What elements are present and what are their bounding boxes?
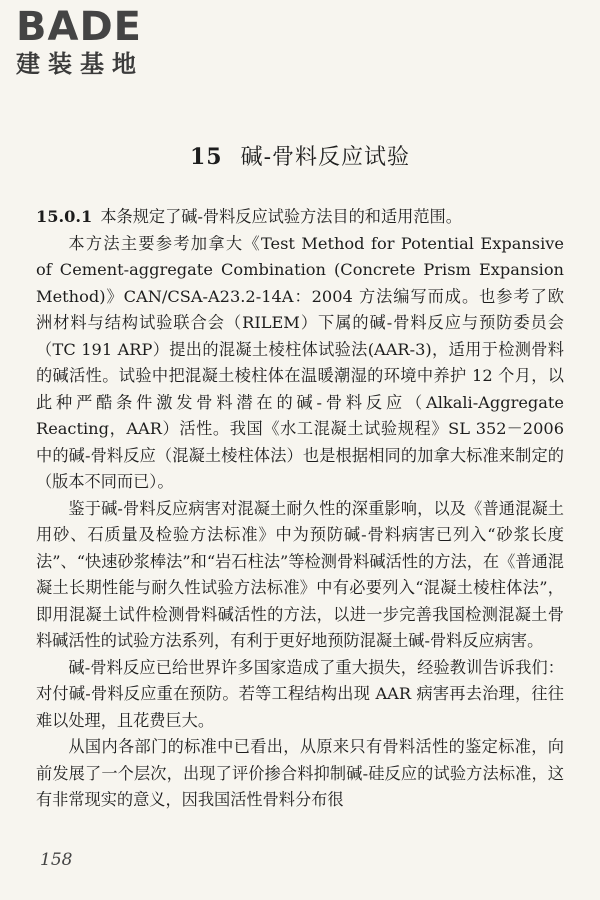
- publisher-logo: [16, 6, 176, 78]
- logo-subtitle: 建装基地: [16, 50, 144, 78]
- logo-wordmark: BADE: [16, 4, 142, 50]
- chapter-title: [0, 140, 600, 171]
- paragraph: 本方法主要参考加拿大《Test Method for Potential Expansive of Cement-aggregate Combination (Concrete Prism Expansion Method)》CAN/CSA-A23.2-14A：2004 方法编写而成。也参考了欧洲材料与结构试验联合会（RILEM）下属的碱-骨料反应与预防委员会（TC 191 ARP）提出的混凝土棱柱体试验法(AAR-3)，适用于检测骨料的碱活性。试验中把混凝土棱柱体在温暖潮湿的环境中养护 12 个月，以此种严酷条件激发骨料潜在的碱-骨料反应（Alkali-Aggregate Reacting，AAR）活性。我国《水工混凝土试验规程》SL 352－2006 中的碱-骨料反应（混凝土棱柱体法）也是根据相同的加拿大标准来制定的（版本不同而已）。: [36, 233, 564, 491]
- chapter-title-text: 碱-骨料反应试验: [240, 145, 411, 170]
- clause-number: 15.0.1: [36, 207, 93, 226]
- paragraph: 碱-骨料反应已给世界许多国家造成了重大损失，经验教训告诉我们：对付碱-骨料反应重在预防。若等工程结构出现 AAR 病害再去治理，往往难以处理，且花费巨大。: [36, 657, 564, 730]
- clause-text: 本条规定了碱-骨料反应试验方法目的和适用范围。: [100, 207, 462, 226]
- body-text: [36, 204, 564, 814]
- page-number: 158: [40, 850, 73, 870]
- chapter-number: 15: [189, 144, 223, 170]
- paragraph: 鉴于碱-骨料反应病害对混凝土耐久性的深重影响，以及《普通混凝土用砂、石质量及检验方法标准》中为预防碱-骨料病害已列入“砂浆长度法”、“快速砂浆棒法”和“岩石柱法”等检测骨料碱活性的方法，在《普通混凝土长期性能与耐久性试验方法标准》中有必要列入“混凝土棱柱体法”，即用混凝土试件检测骨料碱活性的方法，以进一步完善我国检测混凝土骨料碱活性的试验方法系列，有利于更好地预防混凝土碱-骨料反应病害。: [36, 498, 564, 650]
- paragraph-clause: [36, 204, 564, 231]
- paragraph: 从国内各部门的标准中已看出，从原来只有骨料活性的鉴定标准，向前发展了一个层次，出现了评价掺合料抑制碱-硅反应的试验方法标准，这有非常现实的意义，因我国活性骨料分布很: [36, 737, 564, 809]
